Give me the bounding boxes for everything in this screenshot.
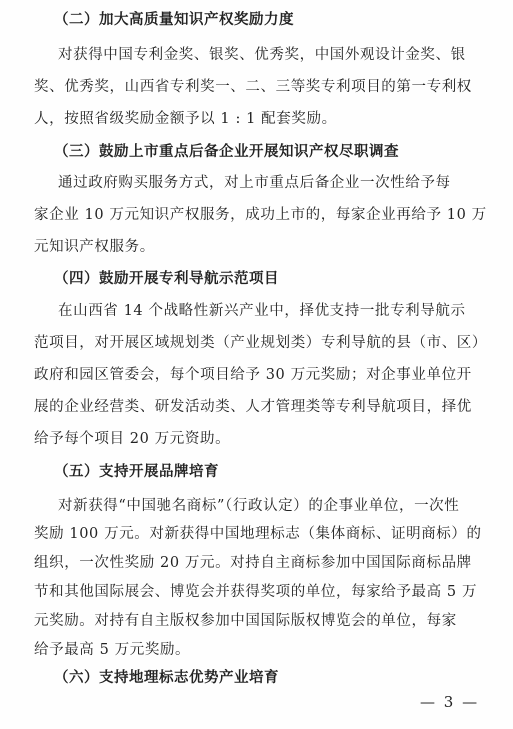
paragraph-line: 家企业 10 万元知识产权服务，成功上市的，每家企业再给予 10 万: [34, 207, 487, 223]
paragraph-line: 给予每个项目 20 万元资助。: [34, 431, 231, 447]
paragraph-line: 元奖励。对持有自主版权参加中国国际版权博览会的单位，每家: [34, 613, 457, 629]
section-heading-2: （二）加大高质量知识产权奖励力度: [54, 11, 294, 28]
paragraph-line: 对获得中国专利金奖、银奖、优秀奖，中国外观设计金奖、银: [58, 47, 466, 63]
section-heading-3: （三）鼓励上市重点后备企业开展知识产权尽职调查: [54, 143, 399, 160]
section-heading-4: （四）鼓励开展专利导航示范项目: [54, 270, 279, 287]
paragraph-line: 展的企业经营类、研发活动类、人才管理类等专利导航项目，择优: [34, 399, 472, 415]
paragraph-line: 节和其他国际展会、博览会并获得奖项的单位，每家给予最高 5 万: [34, 584, 478, 600]
paragraph-line: 奖励 100 万元。对新获得中国地理标志（集体商标、证明商标）的: [34, 526, 482, 542]
paragraph-line: 奖、优秀奖，山西省专利奖一、二、三等奖专利项目的第一专利权: [34, 79, 472, 95]
paragraph-line: 对新获得“中国驰名商标”（行政认定）的企事业单位，一次性: [58, 498, 460, 514]
section-heading-6: （六）支持地理标志优势产业培育: [54, 669, 279, 686]
paragraph-line: 政府和园区管委会，每个项目给予 30 万元奖励；对企事业单位开: [34, 367, 472, 383]
section-heading-5: （五）支持开展品牌培育: [54, 463, 219, 480]
paragraph-line: 通过政府购买服务方式，对上市重点后备企业一次性给予每: [58, 175, 451, 191]
paragraph-line: 范项目，对开展区域规划类（产业规划类）专利导航的县（市、区）: [34, 335, 487, 351]
paragraph-line: 人，按照省级奖励金额予以 1 : 1 配套奖励。: [34, 111, 337, 127]
paragraph-line: 在山西省 14 个战略性新兴产业中，择优支持一批专利导航示: [58, 303, 466, 319]
page-number: — 3 —: [420, 693, 480, 711]
paragraph-line: 给予最高 5 万元奖励。: [34, 642, 191, 658]
paragraph-line: 组织，一次性奖励 20 万元。对持自主商标参加中国国际商标品牌: [34, 555, 472, 571]
paragraph-line: 元知识产权服务。: [34, 239, 155, 255]
